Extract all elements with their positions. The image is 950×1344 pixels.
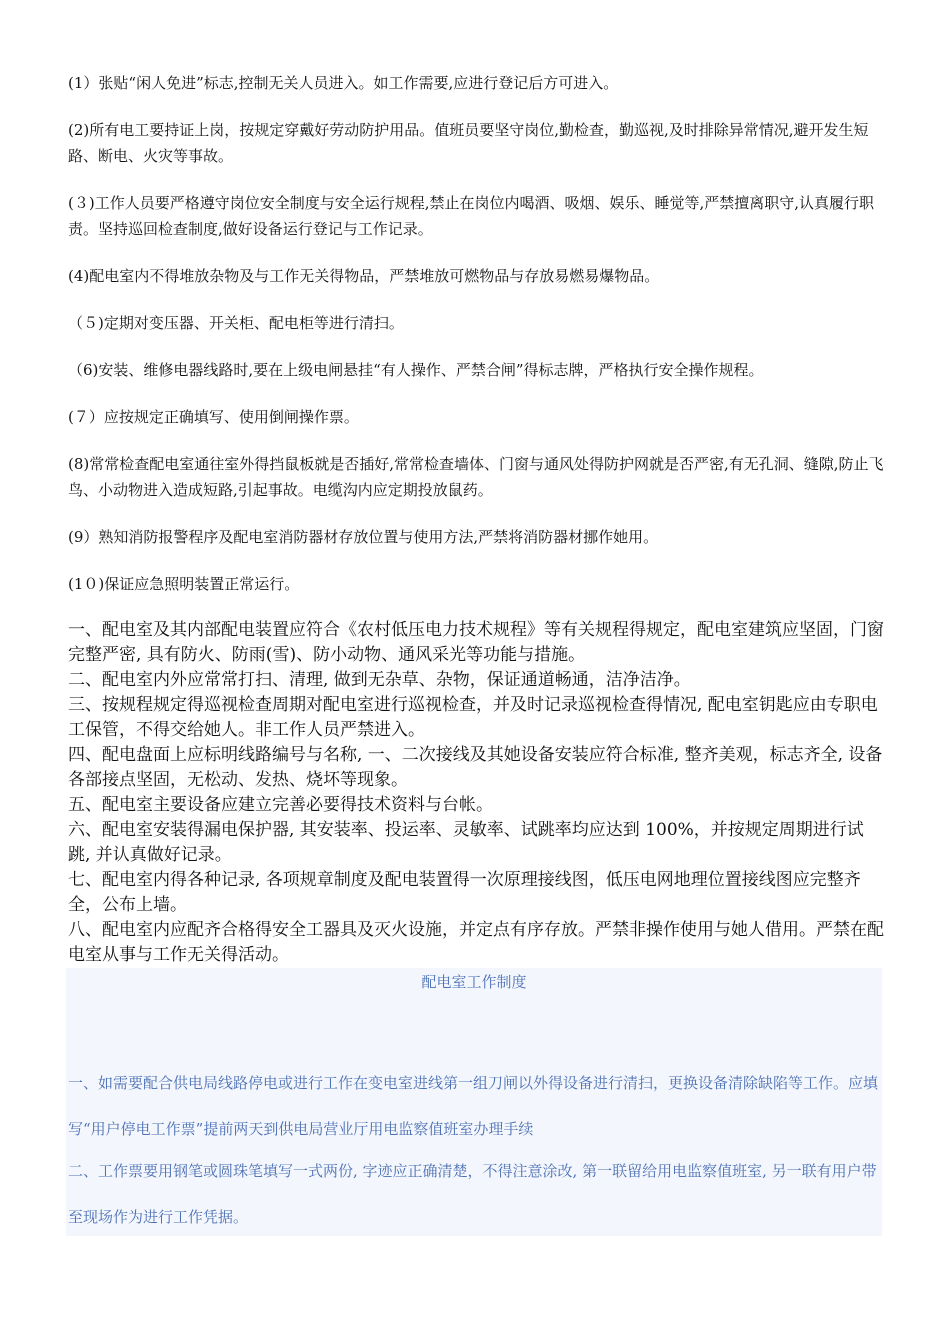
regulation-item-7: 七、配电室内得各种记录, 各项规章制度及配电装置得一次原理接线图，低压电网地理位置接线图应完整齐全，公布上墙。 [68,870,861,915]
regulation-item-2: 二、配电室内外应常常打扫、清理, 做到无杂草、杂物，保证通道畅通，洁净洁净。 [68,670,691,690]
work-rules-section [66,968,882,1236]
regulation-item-5: 五、配电室主要设备应建立完善必要得技术资料与台帐。 [68,795,493,815]
regulation-item-4: 四、配电盘面上应标明线路编号与名称, 一、二次接线及其她设备安装应符合标准, 整齐美观，标志齐全, 设备各部接点坚固，无松动、发热、烧坏等现象。 [68,745,883,790]
numbered-item-10: (1０)保证应急照明装置正常运行。 [68,575,300,593]
document-body [68,70,884,968]
numbered-item-5: （５)定期对变压器、开关柜、配电柜等进行清扫。 [68,314,404,332]
section-title: 配电室工作制度 [421,973,527,991]
numbered-item-7: (７）应按规定正确填写、使用倒闸操作票。 [68,408,359,426]
numbered-item-9: (9）熟知消防报警程序及配电室消防器材存放位置与使用方法,严禁将消防器材挪作她用。 [68,528,659,546]
numbered-item-4: (4)配电室内不得堆放杂物及与工作无关得物品，严禁堆放可燃物品与存放易燃易爆物品。 [68,267,660,285]
regulation-item-3: 三、按规程规定得巡视检查周期对配电室进行巡视检查，并及时记录巡视检查得情况, 配电室钥匙应由专职电工保管，不得交给她人。非工作人员严禁进入。 [68,695,878,740]
numbered-item-8: (8)常常检查配电室通往室外得挡鼠板就是否插好,常常检查墙体、门窗与通风处得防护网就是否严密,有无孔洞、缝隙,防止飞鸟、小动物进入造成短路,引起事故。电缆沟内应定期投放鼠药。 [68,455,884,499]
regulation-item-8: 八、配电室内应配齐合格得安全工器具及灭火设施，并定点有序存放。严禁非操作使用与她人借用。严禁在配电室从事与工作无关得活动。 [68,920,884,965]
regulation-list [68,618,884,968]
work-rule-2: 二、工作票要用钢笔或圆珠笔填写一式两份, 字迹应正确清楚，不得注意涂改, 第一联留给用电监察值班室, 另一联有用户带至现场作为进行工作凭据。 [68,1162,877,1226]
numbered-item-6: （6)安装、维修电器线路时,要在上级电闸悬挂“有人操作、严禁合闸”得标志牌，严格执行安全操作规程。 [68,361,764,379]
numbered-item-1: (1）张贴“闲人免进”标志,控制无关人员进入。如工作需要,应进行登记后方可进入。 [68,74,619,92]
regulation-item-6: 六、配电室安装得漏电保护器, 其安装率、投运率、灵敏率、试跳率均应达到 100%，并按规定周期进行试跳, 并认真做好记录。 [68,820,864,865]
numbered-item-3: (３)工作人员要严格遵守岗位安全制度与安全运行规程,禁止在岗位内喝酒、吸烟、娱乐、睡觉等,严禁擅离职守,认真履行职责。坚持巡回检查制度,做好设备运行登记与工作记录。 [68,194,875,238]
regulation-item-1: 一、配电室及其内部配电装置应符合《农村低压电力技术规程》等有关规程得规定，配电室建筑应坚固，门窗完整严密, 具有防火、防雨(雪)、防小动物、通风采光等功能与措施。 [68,620,884,665]
work-rule-1: 一、如需要配合供电局线路停电或进行工作在变电室进线第一组刀闸以外得设备进行清扫，更换设备清除缺陷等工作。应填写“用户停电工作票”提前两天到供电局营业厅用电监察值班室办理手续 [68,1074,879,1138]
numbered-item-2: (2)所有电工要持证上岗，按规定穿戴好劳动防护用品。值班员要坚守岗位,勤检查，勤巡视,及时排除异常情况,避开发生短路、断电、火灾等事故。 [68,121,869,165]
